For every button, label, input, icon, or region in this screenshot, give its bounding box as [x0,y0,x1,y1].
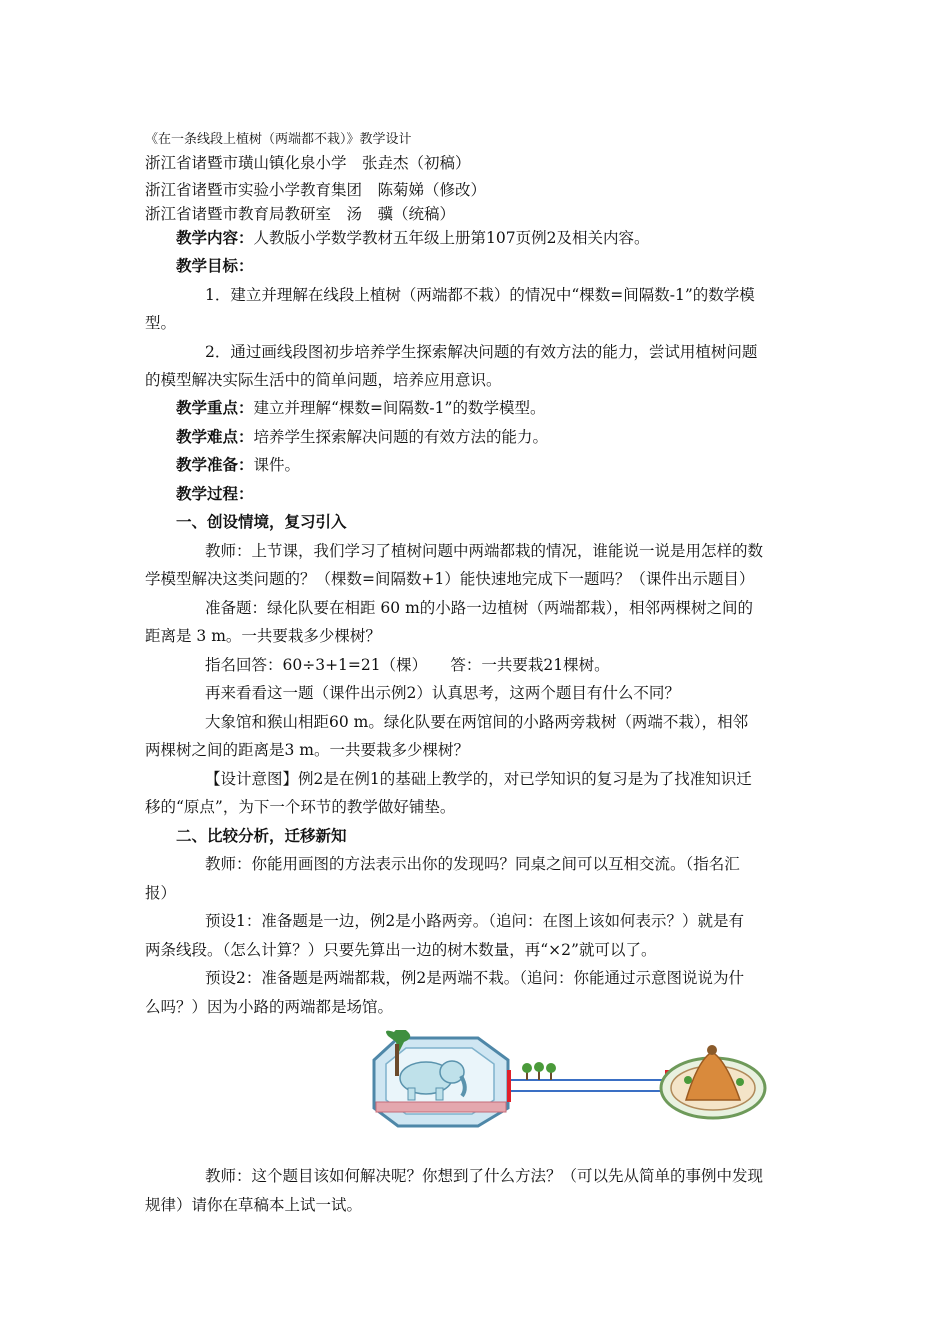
para-7-line-b: 报） [145,884,177,902]
key-label: 教学重点： [176,398,254,417]
section-2-heading: 二、比较分析，迁移新知 [176,826,347,845]
para-4: 再来看看这一题（课件出示例2）认真思考，这两个题目有什么不同？ [205,684,680,702]
content-text: 人教版小学数学教材五年级上册第107页例2及相关内容。 [253,229,650,247]
para-9-line-a: 预设2：准备题是两端都栽，例2是两端不栽。（追问：你能通过示意图说说为什 [205,969,744,987]
diff-text: 培养学生探索解决问题的有效方法的能力。 [253,428,549,446]
road [507,1070,669,1102]
goal1-line-a: 1．建立并理解在线段上植树（两端都不栽）的情况中“棵数=间隔数-1”的数学模 [205,286,755,304]
para-9-line-b: 么吗？）因为小路的两端都是场馆。 [145,998,394,1016]
key-line [176,398,545,418]
process-label: 教学过程： [176,484,254,503]
diff-line [176,427,548,447]
road-end-marker-left [507,1070,511,1102]
prep-label: 教学准备： [176,455,254,474]
section-1-heading: 一、创设情境，复习引入 [176,512,347,531]
diff-label: 教学难点： [176,427,254,446]
goal2-line-a: 2．通过画线段图初步培养学生探索解决问题的有效方法的能力，尝试用植树问题 [205,343,758,361]
para-10-line-a: 教师：这个题目该如何解决呢？你想到了什么方法？（可以先从简单的事例中发现 [205,1167,764,1185]
key-text: 建立并理解“棵数=间隔数-1”的数学模型。 [253,399,546,417]
goal2-line-b: 的模型解决实际生活中的简单问题，培养应用意识。 [145,371,502,389]
prep-text: 课件。 [253,456,301,474]
doc-title: 《在一条线段上植树（两端都不栽）》教学设计 [145,132,412,147]
para-1-line-b: 学模型解决这类问题的？（棵数=间隔数+1）能快速地完成下一题吗？（课件出示题目） [145,570,755,588]
para-2-line-b: 距离是 3 m。一共要栽多少棵树？ [145,627,381,645]
para-8-line-a: 预设1：准备题是一边，例2是小路两旁。（追问：在图上该如何表示？）就是有 [205,912,744,930]
para-5-line-a: 大象馆和猴山相距60 m。绿化队要在两馆间的小路两旁栽树（两端不栽），相邻 [205,713,749,731]
para-5-line-b: 两棵树之间的距离是3 m。一共要栽多少棵树？ [145,741,469,759]
monkey-hill [661,1045,765,1118]
monkey-icon [707,1045,717,1055]
author-line-1: 浙江省诸暨市璜山镇化泉小学 张垚杰（初稿） [145,154,471,172]
tree-icon [522,1062,556,1080]
zoo-road-illustration [368,1030,768,1130]
para-3: 指名回答：60÷3+1=21（棵） 答：一共要栽21棵树。 [205,656,610,674]
prep-line [176,455,300,475]
goal1-line-b: 型。 [145,314,177,332]
para-7-line-a: 教师：你能用画图的方法表示出你的发现吗？同桌之间可以互相交流。（指名汇 [205,855,740,873]
author-line-2: 浙江省诸暨市实验小学教育集团 陈菊娣（修改） [145,181,487,199]
para-6-line-b: 移的“原点”，为下一个环节的教学做好铺垫。 [145,798,456,816]
para-2-line-a: 准备题：绿化队要在相距 60 m的小路一边植树（两端都栽），相邻两棵树之间的 [205,599,754,617]
content-label: 教学内容： [176,228,254,247]
para-6-line-a: 【设计意图】例2是在例1的基础上教学的，对已学知识的复习是为了找准知识迁 [205,770,752,788]
author-line-3: 浙江省诸暨市教育局教研室 汤 骥（统稿） [145,205,456,223]
para-8-line-b: 两条线段。（怎么计算？）只要先算出一边的树木数量，再“×2”就可以了。 [145,941,657,959]
para-1-line-a: 教师：上节课，我们学习了植树问题中两端都栽的情况，谁能说一说是用怎样的数 [205,542,764,560]
goals-label: 教学目标： [176,256,254,275]
elephant-house [374,1030,508,1126]
content-line [176,228,649,248]
para-10-line-b: 规律）请你在草稿本上试一试。 [145,1196,363,1214]
